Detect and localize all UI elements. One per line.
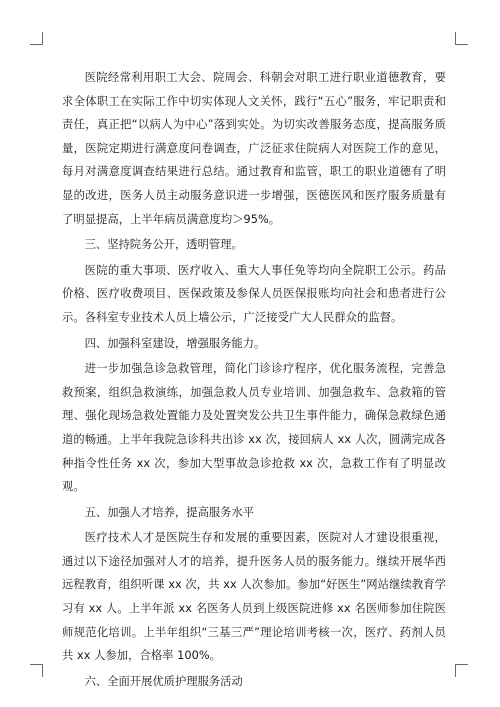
section-heading-department-building: 四、加强科室建设，增强服务能力。 (84, 336, 266, 350)
paragraph-emergency-management: 进一步加强急诊急救管理，简化门诊诊疗程序，优化服务流程，完善急救预案，组织急救演练，加强急救人员专业培训、加强急救车、急救箱的管理、强化现场急救处置能力及处置突发公共卫生事件能力，确保急救绿色通道的畅通。上半年我院急诊科共出诊 xx 次，接回病人 xx 人次，圆满完成各种指令性任务 xx 次，参加大型事故急诊抢救 xx 次，急救工作有了明显改观。 (62, 362, 446, 494)
crop-mark-top-left (30, 32, 43, 45)
section-heading-talent-training: 五、加强人才培养，提高服务水平 (84, 505, 255, 519)
section-heading-transparency: 三、坚持院务公开，透明管理。 (84, 238, 243, 252)
crop-mark-top-right (455, 32, 468, 45)
crop-mark-bottom-right (455, 664, 468, 677)
paragraph-ethics-education: 医院经常利用职工大会、院周会、科朝会对职工进行职业道德教育，要求全体职工在实际工作中切实体现人文关怀，践行“五心”服务，牢记职责和责任，真正把“以病人为中心”落到实处。为切实改善服务态度，提高服务质量，医院定期进行满意度问卷调查，广泛征求住院病人对医院工作的意见，每月对满意度调查结果进行总结。通过教育和监管，职工的职业道德有了明显的改进，医务人员主动服务意识进一步增强，医德医风和医疗服务质量有了明显提高，上半年病员满意度均＞95%。 (62, 71, 446, 226)
paragraph-talent-training: 医疗技术人才是医院生存和发展的重要因素，医院对人才建设很重视，通过以下途径加强对人才的培养，提升医务人员的服务能力。继续开展华西远程教育，组织听课 xx 次，共 xx 人次参加。参加“好医生”网站继续教育学习有 xx 人。上半年派 xx 名医务人员到上级医院进修 xx 名医师参加住院医师规范化培训。上半年组织“三基三严”理论培训考核一次，医疗、药剂人员共 xx 人参加，合格率 100%。 (62, 531, 446, 663)
document-body (62, 66, 446, 695)
crop-mark-bottom-left (30, 664, 43, 677)
section-heading-nursing-service: 六、全面开展优质护理服务活动 (84, 674, 243, 688)
paragraph-transparency: 医院的重大事项、医疗收入、重大人事任免等均向全院职工公示。药品价格、医疗收费项目、医保政策及参保人员医保报账均向社会和患者进行公示。各科室专业技术人员上墙公示，广泛接受广大人民群众的监督。 (62, 263, 446, 324)
